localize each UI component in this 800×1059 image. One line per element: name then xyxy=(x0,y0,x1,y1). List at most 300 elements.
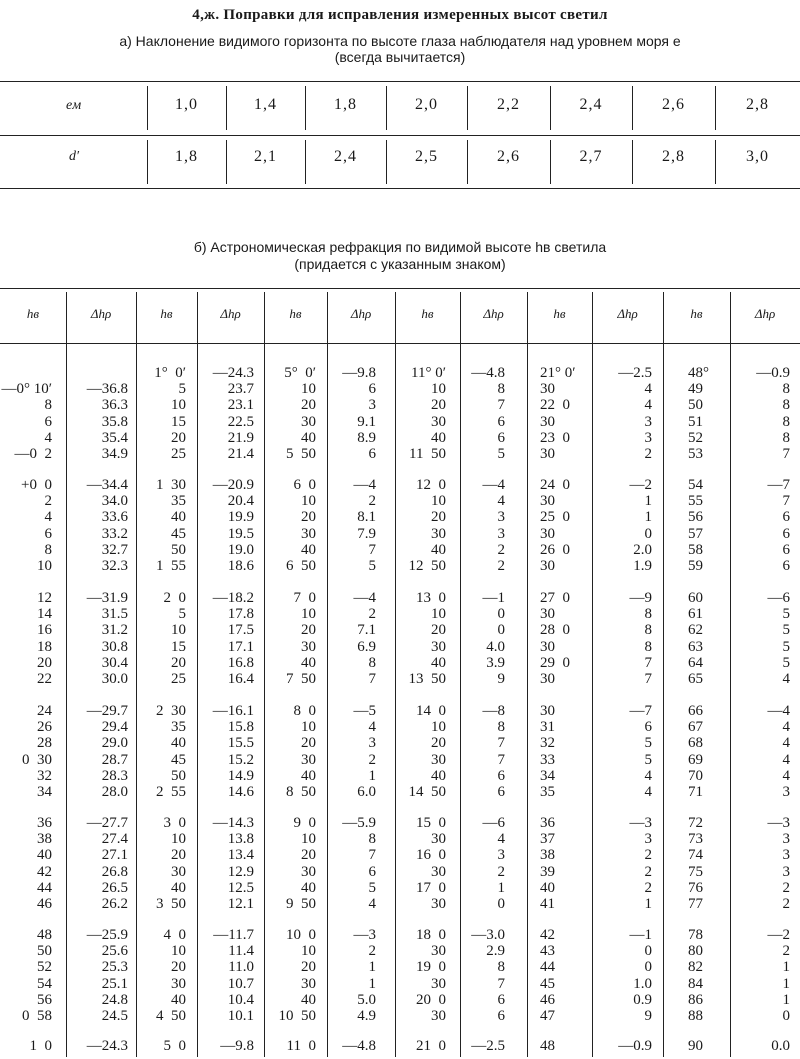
refraction-table-cell: 40 xyxy=(171,991,186,1008)
refraction-table-cell: 7 xyxy=(497,735,505,752)
refraction-table-cell: 19 0 xyxy=(416,959,446,976)
refraction-table-cell: 5 xyxy=(782,638,790,655)
refraction-table-cell: 58 xyxy=(688,541,703,558)
refraction-table-cell: 30 xyxy=(540,381,555,398)
refraction-table-cell: 65 xyxy=(688,671,703,687)
refraction-table-cell: 30 xyxy=(431,975,446,992)
refraction-table-cell: 75 xyxy=(688,863,703,880)
dip-row1-label: eм xyxy=(66,98,82,113)
refraction-table-cell: 48° xyxy=(688,365,709,381)
refraction-table-cell: 31.2 xyxy=(101,622,128,639)
refraction-table-cell: —1 xyxy=(482,590,505,606)
refraction-table-cell: 28.0 xyxy=(101,784,128,800)
refraction-table-cell: 8 xyxy=(368,831,376,848)
refraction-table-cell: 8 50 xyxy=(286,784,316,800)
refraction-table-cell: 45 xyxy=(171,751,186,768)
refraction-table-cell: 21.4 xyxy=(227,446,254,462)
refraction-table-cell: 30 xyxy=(540,413,555,430)
refraction-table-cell: 4 xyxy=(782,767,790,784)
refraction-table-cell: 78 xyxy=(688,927,703,943)
refraction-table-cell: 6 50 xyxy=(286,558,316,574)
refraction-table-cell: 17.1 xyxy=(227,638,254,655)
refraction-table-cell: 30 xyxy=(431,525,446,542)
refraction-table-cell: 3 xyxy=(497,509,505,526)
refraction-table-cell: 25 0 xyxy=(540,509,570,526)
refraction-table-cell: 3 0 xyxy=(163,815,186,831)
refraction-table-cell: 2.9 xyxy=(486,943,505,960)
refraction-table-cell: 6.9 xyxy=(357,638,376,655)
refraction-column-header: Δhρ xyxy=(220,306,241,321)
refraction-table-cell: 60 xyxy=(688,590,703,606)
refraction-table-cell: 3 xyxy=(644,831,652,848)
refraction-table-cell: 30 xyxy=(301,525,316,542)
refraction-table-cell: 2 xyxy=(368,943,376,960)
refraction-table-cell: —18.2 xyxy=(212,590,254,606)
refraction-table-cell: 36 xyxy=(540,815,555,831)
refraction-table-cell: 34 xyxy=(37,784,52,800)
refraction-table-cell: 14 50 xyxy=(408,784,446,800)
refraction-table-cell: 4 xyxy=(644,784,652,800)
refraction-table-cell: —9.8 xyxy=(220,1038,254,1054)
refraction-table-cell: 8.9 xyxy=(357,429,376,446)
refraction-table-cell: 59 xyxy=(688,558,703,574)
refraction-table-cell: 6 xyxy=(497,784,505,800)
refraction-column-header: Δhρ xyxy=(90,306,112,321)
refraction-table-cell: —4.8 xyxy=(342,1038,376,1054)
refraction-table-cell: 13 0 xyxy=(416,590,446,606)
refraction-table-cell: 30 xyxy=(431,751,446,768)
refraction-table-cell: 3 xyxy=(644,413,652,430)
refraction-table-cell: 10 xyxy=(301,493,316,510)
dip-table-cell: 2,4 xyxy=(579,96,603,113)
refraction-table-cell: —20.9 xyxy=(212,477,254,493)
refraction-table-cell: 39 xyxy=(540,863,555,880)
refraction-table-cell: 27 0 xyxy=(540,590,570,606)
refraction-table-cell: 6 xyxy=(368,381,376,398)
refraction-table-cell: 25 xyxy=(171,446,186,462)
refraction-table-cell: 11.4 xyxy=(228,943,254,960)
refraction-table-cell: 54 xyxy=(37,975,52,992)
refraction-table-cell: 1 55 xyxy=(156,558,186,574)
refraction-table-cell: 32 xyxy=(540,735,555,752)
dip-table-cell: 1,8 xyxy=(175,148,198,165)
refraction-table-cell: 45 xyxy=(171,525,186,542)
refraction-table-cell: 0 xyxy=(497,896,505,912)
refraction-table-cell: —25.9 xyxy=(86,927,128,943)
refraction-table-cell: 12 xyxy=(37,590,52,606)
refraction-table-cell: 30 xyxy=(301,413,316,430)
refraction-table-cell: 17.8 xyxy=(227,606,254,623)
refraction-table-cell: 34.9 xyxy=(101,446,128,462)
refraction-table-cell: 24.8 xyxy=(101,991,128,1008)
refraction-table-cell: 21 0 xyxy=(416,1038,446,1054)
refraction-table-cell: —4 xyxy=(482,477,505,493)
refraction-table-cell: 0 xyxy=(497,606,505,623)
refraction-table-cell: 35.4 xyxy=(101,429,128,446)
refraction-table-cell: 5 50 xyxy=(286,446,316,462)
refraction-table-cell: 20 xyxy=(301,622,316,639)
refraction-table-cell: 30 xyxy=(540,638,555,655)
refraction-table-cell: 30.4 xyxy=(101,654,128,671)
refraction-table-cell: 32 xyxy=(37,767,52,784)
refraction-table-cell: —4 xyxy=(353,590,376,606)
refraction-table-cell: 90 xyxy=(688,1038,703,1054)
refraction-table-cell: +0 0 xyxy=(21,477,52,493)
refraction-table-cell: 30 xyxy=(301,975,316,992)
refraction-table-cell: 33.2 xyxy=(101,525,128,542)
refraction-table-cell: —9.8 xyxy=(342,365,376,381)
dip-table-cell: 3,0 xyxy=(746,148,769,165)
refraction-table-cell: 15.5 xyxy=(227,735,254,752)
refraction-table-cell: 8 xyxy=(644,638,652,655)
refraction-table-cell: 1 xyxy=(782,991,790,1008)
refraction-table-cell: 8.1 xyxy=(357,509,376,526)
refraction-table-cell: 57 xyxy=(688,525,703,542)
refraction-table-cell: 40 xyxy=(431,767,446,784)
refraction-table-cell: 2 xyxy=(782,896,790,912)
refraction-table-cell: 19.9 xyxy=(227,509,254,526)
refraction-table-cell: 44 xyxy=(540,959,555,976)
refraction-table-cell: 26 xyxy=(37,719,52,736)
refraction-table-cell: 20 xyxy=(171,847,186,864)
refraction-table-cell: 3 xyxy=(782,784,790,800)
refraction-table-cell: 19.5 xyxy=(227,525,254,542)
refraction-table-cell: —34.4 xyxy=(86,477,128,493)
refraction-table-cell: —4 xyxy=(353,477,376,493)
refraction-table-cell: —2.5 xyxy=(618,365,652,381)
refraction-table-cell: 21° 0′ xyxy=(540,365,576,381)
refraction-table-cell: 4.9 xyxy=(357,1008,376,1024)
refraction-table-cell: 30 xyxy=(431,943,446,960)
refraction-table-cell: 5.0 xyxy=(357,991,376,1008)
refraction-table-cell: 30 xyxy=(540,493,555,510)
refraction-table-cell: 30 xyxy=(431,413,446,430)
refraction-table-cell: 11 0 xyxy=(286,1038,316,1054)
refraction-table-cell: 2.0 xyxy=(633,541,652,558)
refraction-table-cell: 30 xyxy=(301,863,316,880)
refraction-table-cell: 0.0 xyxy=(771,1038,790,1054)
refraction-table-cell: 30.0 xyxy=(101,671,128,687)
refraction-table-cell: 20 xyxy=(431,622,446,639)
refraction-table-cell: 40 xyxy=(301,429,316,446)
refraction-table-cell: 2 xyxy=(497,541,505,558)
refraction-table-cell: 70 xyxy=(688,767,703,784)
refraction-table-cell: 6 xyxy=(497,767,505,784)
refraction-table-cell: 42 xyxy=(37,863,52,880)
refraction-column-header: Δhρ xyxy=(754,306,776,321)
refraction-table-cell: 5 xyxy=(368,558,376,574)
refraction-table-cell: 86 xyxy=(688,991,703,1008)
refraction-table-cell: 4 0 xyxy=(163,927,186,943)
refraction-table-cell: 22 xyxy=(37,671,52,687)
refraction-table-cell: —5 xyxy=(353,703,376,719)
section-b-heading: б) Астрономическая рефракция по видимой высоте hв светила xyxy=(193,239,607,255)
refraction-table-cell: 30 xyxy=(431,831,446,848)
refraction-table-cell: 9 xyxy=(644,1008,652,1024)
refraction-table-cell: 40 xyxy=(171,735,186,752)
refraction-table-cell: 4 xyxy=(782,751,790,768)
refraction-table-cell: 40 xyxy=(431,429,446,446)
refraction-table-cell: 20 xyxy=(171,959,186,976)
refraction-table-cell: 38 xyxy=(37,831,52,848)
refraction-table-cell: 50 xyxy=(171,767,186,784)
refraction-table-cell: 11° 0′ xyxy=(411,365,446,381)
refraction-table-cell: 4 xyxy=(368,719,376,736)
refraction-table-cell: 40 xyxy=(301,767,316,784)
refraction-table-cell: 12.1 xyxy=(227,896,254,912)
refraction-table-cell: 30 xyxy=(540,525,555,542)
refraction-table-cell: 38 xyxy=(540,847,555,864)
refraction-table-cell: 4 xyxy=(44,429,52,446)
dip-table-cell: 2,8 xyxy=(662,148,685,165)
refraction-table-cell: 2 xyxy=(497,558,505,574)
refraction-table-cell: —0° 10′ xyxy=(1,381,52,398)
refraction-table-cell: 6 xyxy=(782,525,790,542)
refraction-table-cell: 10 50 xyxy=(278,1008,316,1024)
refraction-table-cell: 72 xyxy=(688,815,703,831)
refraction-table-cell: 12 0 xyxy=(416,477,446,493)
refraction-table-cell: 33.6 xyxy=(101,509,128,526)
refraction-table-cell: 4 xyxy=(644,381,652,398)
refraction-table-cell: 23.1 xyxy=(227,397,254,414)
refraction-table-cell: 20 xyxy=(431,509,446,526)
refraction-table-cell: 40 xyxy=(301,991,316,1008)
refraction-table-cell: 14.6 xyxy=(227,784,254,800)
refraction-table-cell: 30 xyxy=(540,703,555,719)
refraction-column-header: hв xyxy=(26,306,40,321)
refraction-table-cell: 10 xyxy=(431,606,446,623)
refraction-table-cell: 6 xyxy=(368,863,376,880)
dip-table-cell: 1,4 xyxy=(254,96,277,113)
refraction-table-cell: 0.9 xyxy=(633,991,652,1008)
refraction-table-cell: 6 xyxy=(782,509,790,526)
refraction-table-cell: 76 xyxy=(688,879,703,896)
refraction-table-cell: 29.0 xyxy=(101,735,128,752)
refraction-table-cell: 9 0 xyxy=(293,815,316,831)
refraction-table-cell: 11 50 xyxy=(409,446,446,462)
refraction-table-cell: 29.4 xyxy=(101,719,128,736)
refraction-table-cell: 17.5 xyxy=(227,622,254,639)
refraction-table-cell: 50 xyxy=(171,541,186,558)
refraction-table-cell: 0 xyxy=(644,525,652,542)
refraction-table-cell: —2.5 xyxy=(471,1038,505,1054)
refraction-table-cell: —36.8 xyxy=(86,381,128,398)
refraction-table-cell: 1 xyxy=(644,896,652,912)
refraction-table-cell: 20 xyxy=(171,654,186,671)
refraction-table-cell: 1 0 xyxy=(29,1038,52,1054)
refraction-table-cell: 4 xyxy=(497,831,505,848)
refraction-table-cell: —6 xyxy=(482,815,505,831)
refraction-table-cell: 49 xyxy=(688,381,703,398)
dip-table-cell: 1,8 xyxy=(334,96,357,113)
refraction-table-cell: 8 xyxy=(44,541,52,558)
refraction-table-cell: 10 xyxy=(301,719,316,736)
refraction-table-cell: 3 xyxy=(782,863,790,880)
refraction-table-cell: 20.4 xyxy=(227,493,254,510)
refraction-table-cell: 4 xyxy=(644,397,652,414)
refraction-table-cell: 8 xyxy=(782,381,790,398)
dip-table-cell: 2,0 xyxy=(415,96,438,113)
refraction-table-cell: 6 xyxy=(782,558,790,574)
refraction-table-cell: 23.7 xyxy=(227,381,254,398)
refraction-table-cell: 74 xyxy=(688,847,703,864)
refraction-table-cell: 31.5 xyxy=(101,606,128,623)
refraction-table-cell: 5 xyxy=(368,879,376,896)
dip-table-cell: 2,2 xyxy=(497,96,520,113)
refraction-table-cell: 20 xyxy=(301,959,316,976)
refraction-column-header: hв xyxy=(160,306,173,321)
refraction-table-cell: 26.5 xyxy=(101,879,128,896)
refraction-table-cell: 33 xyxy=(540,751,555,768)
refraction-table-cell: 23 0 xyxy=(540,429,570,446)
refraction-table-cell: 50 xyxy=(37,943,52,960)
refraction-table-cell: 35.8 xyxy=(101,413,128,430)
refraction-table-cell: 37 xyxy=(540,831,555,848)
refraction-table-cell: 7 xyxy=(497,975,505,992)
refraction-table-cell: 34 xyxy=(540,767,555,784)
refraction-table-cell: 6 xyxy=(497,429,505,446)
refraction-table-cell: 10 0 xyxy=(286,927,316,943)
refraction-table-cell: 82 xyxy=(688,959,703,976)
refraction-table-cell: 40 xyxy=(171,879,186,896)
refraction-table-cell: 28 xyxy=(37,735,52,752)
refraction-table-cell: 15 0 xyxy=(416,815,446,831)
section-a-note: (всегда вычитается) xyxy=(334,49,466,65)
dip-table-cell: 2,6 xyxy=(497,148,520,165)
refraction-table-cell: 7 xyxy=(368,541,376,558)
refraction-table-cell: 29 0 xyxy=(540,654,570,671)
refraction-table-cell: 3 xyxy=(644,429,652,446)
refraction-table-cell: 20 0 xyxy=(416,991,446,1008)
refraction-table-cell: —31.9 xyxy=(86,590,128,606)
refraction-table-cell: 10 xyxy=(431,719,446,736)
refraction-table-cell: 3 xyxy=(782,831,790,848)
refraction-table-cell: 8 xyxy=(782,429,790,446)
refraction-table-cell: 7 xyxy=(497,751,505,768)
refraction-table-cell: —6 xyxy=(767,590,790,606)
refraction-table-cell: 7 0 xyxy=(293,590,316,606)
refraction-table-cell: 7 xyxy=(368,671,376,687)
refraction-table-cell: 42 xyxy=(540,927,555,943)
refraction-table-cell: 1.0 xyxy=(633,975,652,992)
refraction-table-cell: 10.7 xyxy=(227,975,254,992)
dip-table-cell: 2,7 xyxy=(579,148,603,165)
section-a-heading: а) Наклонение видимого горизонта по высоте глаза наблюдателя над уровнем моря e xyxy=(119,33,681,49)
refraction-table-cell: 0 xyxy=(497,622,505,639)
refraction-table-cell: 10 xyxy=(431,493,446,510)
refraction-table-cell: 10 xyxy=(301,606,316,623)
refraction-table-cell: 10 xyxy=(37,558,52,574)
refraction-table-cell: 4 50 xyxy=(156,1008,186,1024)
refraction-table-cell: 5 xyxy=(644,735,652,752)
refraction-table-cell: 10 xyxy=(171,943,186,960)
dip-table-cell: 2,5 xyxy=(415,148,438,165)
refraction-table-cell: 47 xyxy=(540,1008,555,1024)
refraction-table-cell: 32.3 xyxy=(101,558,128,574)
refraction-table-cell: 30 xyxy=(540,446,555,462)
refraction-table-cell: 2 xyxy=(368,606,376,623)
refraction-table-cell: 3 xyxy=(368,735,376,752)
dip-table-cell: 2,1 xyxy=(254,148,277,165)
refraction-table-cell: 16.4 xyxy=(227,671,254,687)
refraction-table-cell: —4 xyxy=(767,703,790,719)
refraction-table-cell: 14 0 xyxy=(416,703,446,719)
refraction-table-cell: 10 xyxy=(301,381,316,398)
refraction-column-header: hв xyxy=(289,306,302,321)
refraction-table-cell: —0.9 xyxy=(756,365,790,381)
refraction-table-cell: 1 xyxy=(644,493,652,510)
refraction-table-cell: 32.7 xyxy=(101,541,128,558)
refraction-table-cell: 0 xyxy=(782,1008,790,1024)
refraction-table-cell: 84 xyxy=(688,975,703,992)
refraction-table-cell: 10 xyxy=(431,381,446,398)
refraction-table-cell: 16 xyxy=(37,622,52,639)
refraction-table-cell: 10 xyxy=(171,397,186,414)
refraction-table-cell: 2 xyxy=(44,493,52,510)
refraction-table-cell: 80 xyxy=(688,943,703,960)
refraction-table-cell: 25.1 xyxy=(101,975,128,992)
refraction-table-cell: 28 0 xyxy=(540,622,570,639)
refraction-table-cell: 20 xyxy=(301,397,316,414)
refraction-table-cell: 12 50 xyxy=(408,558,446,574)
refraction-table-cell: 4 xyxy=(368,896,376,912)
refraction-table-cell: —2 xyxy=(629,477,652,493)
refraction-table-cell: 43 xyxy=(540,943,555,960)
refraction-table-cell: 15 xyxy=(171,413,186,430)
refraction-table-cell: 3.9 xyxy=(486,654,505,671)
refraction-table-cell: —16.1 xyxy=(212,703,254,719)
refraction-table-cell: 40 xyxy=(301,879,316,896)
refraction-table-cell: 1 xyxy=(782,959,790,976)
refraction-table-cell: 14.9 xyxy=(227,767,254,784)
refraction-table-cell: —24.3 xyxy=(86,1038,128,1054)
refraction-table-cell: 2 0 xyxy=(163,590,186,606)
refraction-table-cell: —4.8 xyxy=(471,365,505,381)
refraction-column-header: Δhρ xyxy=(483,306,504,321)
refraction-table-cell: 5 xyxy=(497,446,505,462)
refraction-table-cell: 3 xyxy=(782,847,790,864)
refraction-table-cell: 4 xyxy=(497,493,505,510)
refraction-table-cell: 0 xyxy=(644,943,652,960)
refraction-table-cell: 20 xyxy=(171,429,186,446)
refraction-table-cell: —5.9 xyxy=(342,815,376,831)
refraction-table-cell: 73 xyxy=(688,831,703,848)
refraction-table-cell: 77 xyxy=(688,896,703,912)
refraction-table-cell: 8 xyxy=(497,719,505,736)
refraction-column-header: hв xyxy=(553,306,566,321)
refraction-table-cell: 7 xyxy=(782,493,790,510)
refraction-table-cell: 1 xyxy=(497,879,505,896)
refraction-table-cell: —11.7 xyxy=(213,927,254,943)
refraction-table-cell: 61 xyxy=(688,606,703,623)
refraction-table-cell: 27.4 xyxy=(101,831,128,848)
refraction-table-cell: —0 2 xyxy=(14,446,52,462)
refraction-table-cell: 31 xyxy=(540,719,555,736)
refraction-table-cell: 4.0 xyxy=(486,638,505,655)
refraction-table-cell: 7 50 xyxy=(286,671,316,687)
refraction-table-cell: 28.7 xyxy=(101,751,128,768)
refraction-table-cell: 27.1 xyxy=(101,847,128,864)
refraction-table-cell: 3 xyxy=(497,847,505,864)
refraction-table-cell: 8 xyxy=(497,959,505,976)
refraction-table-cell: 5 xyxy=(782,622,790,639)
refraction-table-cell: 52 xyxy=(37,959,52,976)
refraction-table-cell: —1 xyxy=(629,927,652,943)
refraction-table-cell: 9.1 xyxy=(357,413,376,430)
refraction-table-cell: 19.0 xyxy=(227,541,254,558)
refraction-table-cell: 10 xyxy=(301,831,316,848)
refraction-table-cell: 64 xyxy=(688,654,703,671)
